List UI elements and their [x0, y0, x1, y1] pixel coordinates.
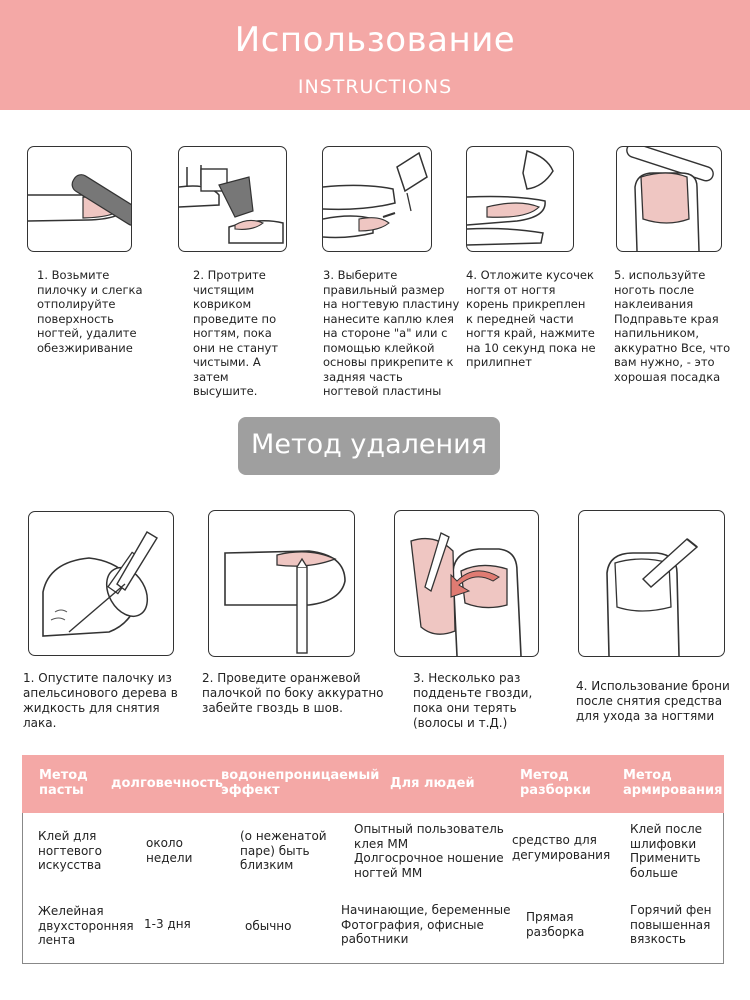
page-subtitle: INSTRUCTIONS [297, 76, 453, 98]
removal-step-4-text: 4. Использование брони после снятия средства для ухода за ногтями [576, 679, 730, 723]
usage-step-5-text: 5. используйте ноготь после наклеивания Подправьте края напильником, аккуратно Все, что вам нужно, - это хорошая посадка [614, 268, 731, 384]
table-row [22, 891, 724, 964]
table-cell: Прямая разборка [526, 910, 585, 939]
table-header [22, 755, 724, 813]
removal-step-2-text: 2. Проведите оранжевой палочкой по боку аккуратно забейте гвоздь в шов. [202, 671, 384, 715]
table-cell: 1-3 дня [144, 917, 191, 931]
header-cell: Для людей [390, 776, 475, 791]
usage-step-1-text: 1. Возьмите пилочку и слегка отполируйте поверхность ногтей, удалите обезжиривание [37, 268, 143, 355]
orange-stick-side-icon [208, 510, 355, 657]
apply-glue-icon [322, 146, 432, 252]
header-cell: водонепроницаемый эффект [221, 768, 380, 798]
table-cell: около недели [146, 836, 193, 865]
usage-step-4-text: 4. Отложите кусочек ногтя от ногтя корень прикреплен к передней части ногтя край, нажмите на 10 секунд пока не прилипнет [466, 268, 596, 369]
table-cell: Горячий фен повышенная вязкость [630, 903, 712, 946]
table-cell: Клей для ногтевого искусства [38, 829, 102, 872]
header-cell: долговечность [111, 776, 224, 791]
comparison-table [22, 755, 724, 963]
header-cell: Метод пасты [39, 768, 88, 798]
table-cell: Желейная двухсторонняя лента [38, 904, 134, 947]
header-banner [0, 0, 750, 110]
table-row [22, 813, 724, 892]
orange-stick-soak-icon [28, 511, 174, 656]
nail-care-icon [578, 510, 725, 657]
table-cell: Клей после шлифовки Применить больше [630, 822, 703, 880]
press-nail-icon [466, 146, 574, 252]
table-cell: средство для дегумирования [512, 833, 611, 862]
page-title: Использование [234, 20, 516, 60]
table-cell: (о неженатой паре) быть близким [240, 829, 327, 872]
removal-step-3-text: 3. Несколько раз подденьте гвозди, пока они терять (волосы и т.Д.) [413, 671, 533, 730]
removal-step-1-text: 1. Опустите палочку из апельсинового дерева в жидкость для снятия лака. [23, 671, 178, 730]
usage-step-2-text: 2. Протрите чистящим ковриком проведите по ногтям, пока они не станут чистыми. А затем высушите. [193, 268, 279, 398]
shape-edge-icon [616, 146, 722, 252]
removal-method-title: Метод удаления [238, 417, 500, 475]
usage-step-3-text: 3. Выберите правильный размер на ногтевую пластину нанесите каплю клея на стороне "а" или с помощью клейкой основы прикрепите к задняя часть ногтевой пластины [323, 268, 460, 398]
table-cell: обычно [245, 919, 292, 933]
lift-nail-icon [394, 510, 539, 657]
header-cell: Метод разборки [520, 768, 591, 798]
table-cell: Опытный пользователь клея ММ Долгосрочное ношение ногтей ММ [354, 822, 504, 880]
wipe-nail-icon [178, 146, 287, 252]
file-nail-icon [27, 146, 132, 252]
header-cell: Метод армирования [623, 768, 723, 798]
table-cell: Начинающие, беременные Фотография, офисные работники [341, 903, 511, 946]
